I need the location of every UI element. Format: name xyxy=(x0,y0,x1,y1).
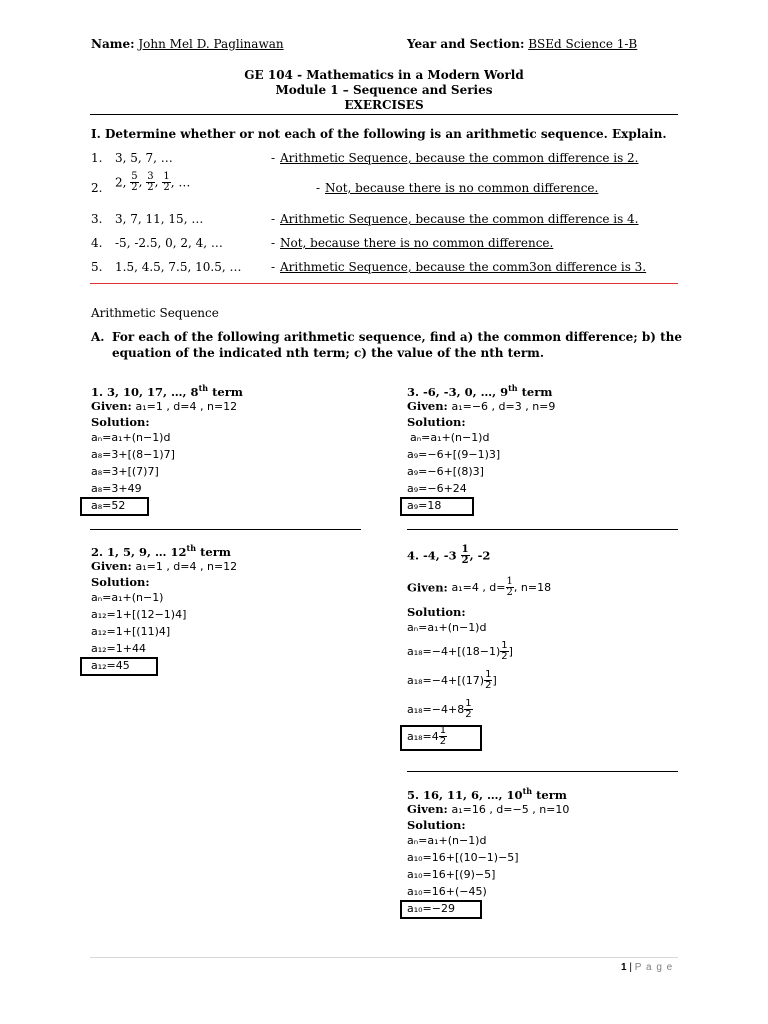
name-label: Name: xyxy=(91,37,135,51)
name-field xyxy=(91,37,284,51)
section-value: BSEd Science 1-B xyxy=(528,37,638,51)
red-divider xyxy=(90,283,678,284)
answer: a₈=52 xyxy=(91,499,126,512)
step: a₁₈=−4+[(18−1) $\frac{1}{2}$ ] xyxy=(407,640,513,662)
solution-label: Solution: xyxy=(407,818,466,832)
step: aₙ=a₁+(n−1) xyxy=(91,591,164,604)
part2-heading: Arithmetic Sequence xyxy=(91,306,219,320)
page-number: 1 | P a g e xyxy=(621,962,674,973)
step: a₈=3+49 xyxy=(91,482,142,495)
title-line3: EXERCISES xyxy=(344,98,424,112)
solution-label: Solution: xyxy=(91,575,150,589)
step: a₉=−6+[(9−1)3] xyxy=(407,448,501,461)
answer: Not, because there is no common difference. xyxy=(325,181,599,195)
given-line: Given: a₁=16 , d=−5 , n=10 xyxy=(407,802,570,816)
divider xyxy=(407,529,678,530)
answer: Arithmetic Sequence, because the common difference is 2. xyxy=(280,151,639,165)
answer: Not, because there is no common difference. xyxy=(280,236,554,250)
step: a₉=−6+24 xyxy=(407,482,467,495)
answer: a₁₀=−29 xyxy=(407,902,455,915)
step: a₁₂=1+[(11)4] xyxy=(91,625,171,638)
sequence: 3, 5, 7, … xyxy=(115,151,173,165)
step: aₙ=a₁+(n−1)d xyxy=(410,431,490,444)
step: a₈=3+[(7)7] xyxy=(91,465,159,478)
sequence: 3, 7, 11, 15, … xyxy=(115,212,204,226)
title-rule xyxy=(90,114,678,115)
problem-title: 3. -6, -3, 0, …, 9th term xyxy=(407,383,553,399)
step: a₁₈=−4+[(17) $\frac{1}{2}$ ] xyxy=(407,669,497,691)
step: a₈=3+[(8−1)7] xyxy=(91,448,175,461)
problem-title: 5. 16, 11, 6, …, 10th term xyxy=(407,786,567,802)
sequence: -5, -2.5, 0, 2, 4, … xyxy=(115,236,223,250)
title-line1: GE 104 - Mathematics in a Modern World xyxy=(244,68,524,82)
given-line: Given: a₁=−6 , d=3 , n=9 xyxy=(407,399,556,413)
step: a₁₈=−4+8 $\frac{1}{2}$ xyxy=(407,698,472,720)
answer: Arithmetic Sequence, because the comm3on difference is 3. xyxy=(280,260,647,274)
step: aₙ=a₁+(n−1)d xyxy=(407,834,487,847)
footer-rule xyxy=(90,957,678,958)
given-line: Given: a₁=1 , d=4 , n=12 xyxy=(91,399,238,413)
step: a₁₂=1+[(12−1)4] xyxy=(91,608,187,621)
sequence: 2, $\frac{5}{2}$ , $\frac{3}{2}$ , $\frac{1}{2}$ , … xyxy=(115,171,191,193)
instruction-label: A. xyxy=(91,330,105,344)
step: a₁₀=16+[(10−1)−5] xyxy=(407,851,519,864)
answer: Arithmetic Sequence, because the common difference is 4. xyxy=(280,212,639,226)
step: a₁₀=16+[(9)−5] xyxy=(407,868,496,881)
step: a₉=−6+[(8)3] xyxy=(407,465,484,478)
answer: a₁₈=4 $\frac{1}{2}$ xyxy=(407,725,447,747)
name-value: John Mel D. Paglinawan xyxy=(138,37,284,51)
problem-title: 2. 1, 5, 9, … 12th term xyxy=(91,543,231,559)
given-line: Given: a₁=1 , d=4 , n=12 xyxy=(91,559,238,573)
part1-heading: I. Determine whether or not each of the following is an arithmetic sequence. Explain. xyxy=(91,127,667,141)
divider xyxy=(407,771,678,772)
problem-title: 4. -4, -3 $\frac{1}{2}$ , -2 xyxy=(407,544,491,566)
title-line2: Module 1 – Sequence and Series xyxy=(275,83,493,97)
solution-label: Solution: xyxy=(91,415,150,429)
section-field xyxy=(407,37,637,51)
step: aₙ=a₁+(n−1)d xyxy=(407,621,487,634)
answer: a₁₂=45 xyxy=(91,659,130,672)
answer: a₉=18 xyxy=(407,499,442,512)
step: aₙ=a₁+(n−1)d xyxy=(91,431,171,444)
problem-title: 1. 3, 10, 17, …, 8th term xyxy=(91,383,243,399)
step: a₁₀=16+(−45) xyxy=(407,885,487,898)
step: a₁₂=1+44 xyxy=(91,642,146,655)
solution-label: Solution: xyxy=(407,415,466,429)
instruction-line1: For each of the following arithmetic sequence, find a) the common difference; b) the xyxy=(112,330,683,344)
section-label: Year and Section: xyxy=(407,37,525,51)
instruction-line2: equation of the indicated nth term; c) the value of the nth term. xyxy=(112,346,545,360)
sequence: 1.5, 4.5, 7.5, 10.5, … xyxy=(115,260,242,274)
solution-label: Solution: xyxy=(407,605,466,619)
given-line: Given: a₁=4 , d= $\frac{1}{2}$ , n=18 xyxy=(407,576,552,598)
divider xyxy=(90,529,361,530)
